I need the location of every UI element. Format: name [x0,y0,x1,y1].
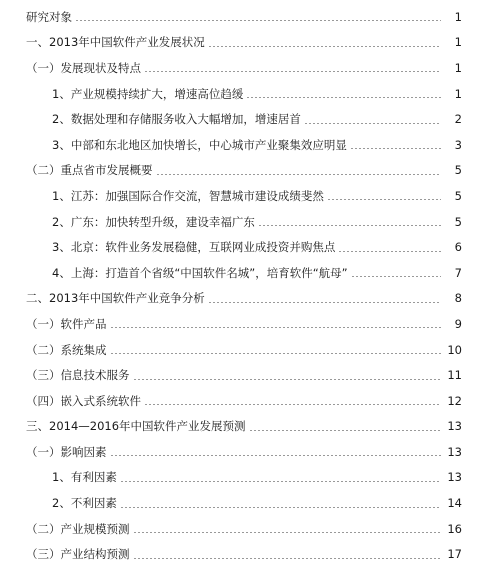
toc-entry-label: （三）产业结构预测 [26,547,130,562]
toc-entry-page-number: 1 [454,9,462,24]
toc-entry-page-number: 5 [454,163,462,178]
dot-leader [110,455,442,456]
dot-leader [133,558,442,559]
toc-entry-label: 1、产业规模持续扩大，增速高位趋缓 [52,86,244,101]
dot-leader [110,327,442,328]
toc-entry[interactable] [0,337,502,363]
toc-entry-label: 3、北京：软件业务发展稳健，互联网业成投资并购焦点 [52,240,336,255]
toc-entry-label: （一）影响因素 [26,444,107,459]
toc-entry[interactable] [0,414,502,440]
dot-leader [120,481,441,482]
toc-entry-page-number: 6 [454,240,462,255]
dot-leader [75,20,441,21]
toc-entry-label: 4、上海：打造首个省级“中国软件名城”，培育软件“航母” [52,265,348,280]
dot-leader [327,199,441,200]
toc-entry-page-number: 1 [454,60,462,75]
toc-entry-page-number: 16 [447,521,462,536]
toc-entry-label: 2、不利因素 [52,496,117,511]
toc-entry-page-number: 12 [447,393,462,408]
toc-entry-label: （一）发展现状及特点 [26,60,141,75]
dot-leader [304,123,441,124]
toc-entry-page-number: 17 [447,547,462,562]
toc-entry-page-number: 14 [447,496,462,511]
toc-entry[interactable] [0,183,502,209]
toc-entry[interactable] [0,362,502,388]
toc-entry[interactable] [0,106,502,132]
toc-entry-page-number: 13 [447,444,462,459]
dot-leader [110,353,442,354]
toc-entry-page-number: 3 [454,137,462,152]
toc-entry-page-number: 9 [454,316,462,331]
toc-entry-page-number: 5 [454,214,462,229]
dot-leader [133,379,442,380]
toc-entry[interactable] [0,516,502,542]
toc-entry-page-number: 8 [454,291,462,306]
dot-leader [338,251,441,252]
toc-entry-label: 一、2013年中国软件产业发展状况 [26,35,205,50]
toc-entry-page-number: 1 [454,35,462,50]
toc-entry-label: （四）嵌入式系统软件 [26,393,141,408]
toc-entry-label: 二、2013年中国软件产业竞争分析 [26,291,205,306]
toc-entry[interactable] [0,158,502,184]
dot-leader [249,430,441,431]
toc-entry-label: （二）系统集成 [26,342,107,357]
toc-entry-page-number: 1 [454,86,462,101]
dot-leader [208,302,441,303]
toc-entry[interactable] [0,81,502,107]
toc-entry[interactable] [0,388,502,414]
dot-leader [208,46,441,47]
toc-entry[interactable] [0,4,502,30]
toc-entry[interactable] [0,439,502,465]
toc-entry-label: 3、中部和东北地区加快增长，中心城市产业聚集效应明显 [52,137,347,152]
toc-entry-label: 1、有利因素 [52,470,117,485]
toc-entry[interactable] [0,55,502,81]
toc-entry[interactable] [0,311,502,337]
toc-entry-page-number: 2 [454,112,462,127]
toc-entry-label: （二）重点省市发展概要 [26,163,153,178]
toc-entry[interactable] [0,132,502,158]
toc-entry-page-number: 13 [447,470,462,485]
dot-leader [144,71,441,72]
toc-entry[interactable] [0,465,502,491]
toc-entry-label: 研究对象 [26,9,72,24]
toc-entry-label: 三、2014—2016年中国软件产业发展预测 [26,419,246,434]
table-of-contents [0,4,502,567]
dot-leader [120,507,441,508]
toc-entry-label: 1、江苏：加强国际合作交流，智慧城市建设成绩斐然 [52,188,324,203]
toc-entry[interactable] [0,234,502,260]
toc-entry[interactable] [0,30,502,56]
toc-entry-page-number: 11 [447,368,462,383]
toc-entry-page-number: 10 [447,342,462,357]
toc-entry-page-number: 5 [454,188,462,203]
toc-entry-page-number: 13 [447,419,462,434]
toc-entry[interactable] [0,490,502,516]
dot-leader [258,225,441,226]
toc-entry[interactable] [0,209,502,235]
toc-entry-label: （二）产业规模预测 [26,521,130,536]
dot-leader [246,97,441,98]
dot-leader [156,174,442,175]
toc-entry-label: （一）软件产品 [26,316,107,331]
toc-entry[interactable] [0,541,502,567]
toc-entry[interactable] [0,260,502,286]
toc-entry[interactable] [0,286,502,312]
toc-entry-label: （三）信息技术服务 [26,368,130,383]
toc-entry-page-number: 7 [454,265,462,280]
dot-leader [350,148,441,149]
dot-leader [144,404,441,405]
dot-leader [351,276,441,277]
toc-entry-label: 2、广东：加快转型升级，建设幸福广东 [52,214,255,229]
toc-entry-label: 2、数据处理和存储服务收入大幅增加，增速居首 [52,112,301,127]
dot-leader [133,532,442,533]
